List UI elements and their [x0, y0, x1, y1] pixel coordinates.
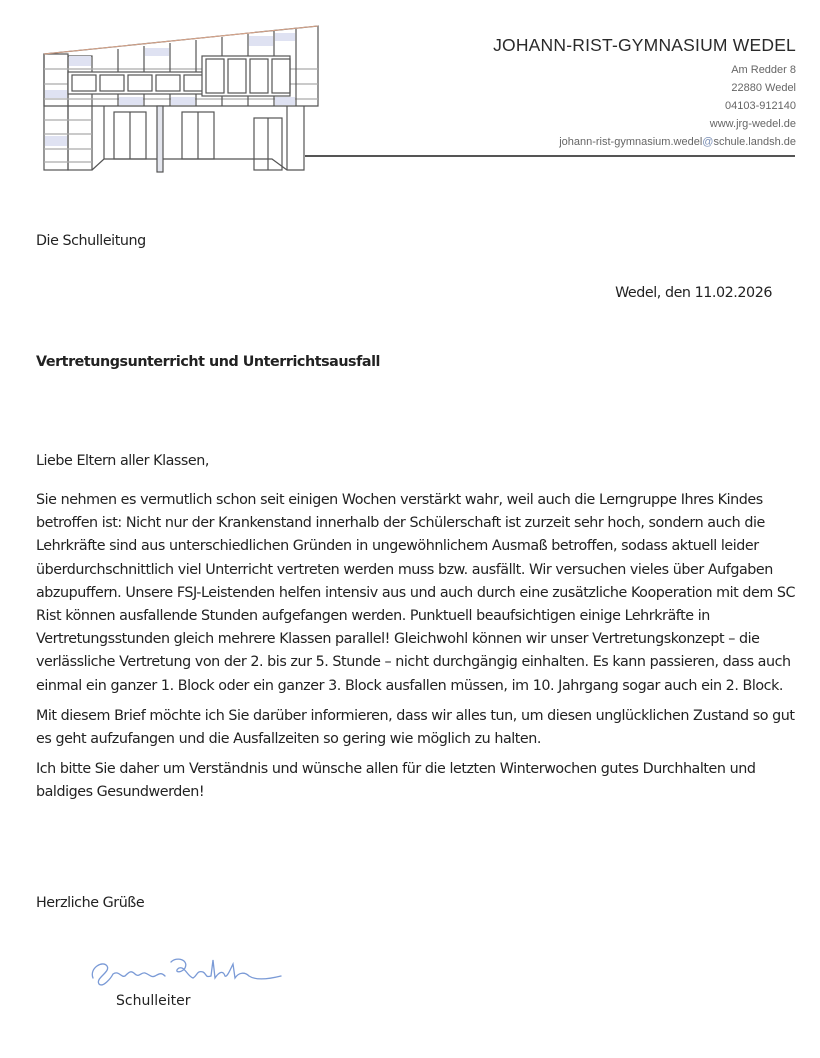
- closing: Herzliche Grüße: [36, 895, 145, 911]
- website-link[interactable]: www.jrg-wedel.de: [709, 118, 796, 130]
- phone: 04103-912140: [725, 100, 796, 112]
- body-paragraph: Sie nehmen es vermutlich schon seit einigen Wochen verstärkt wahr, weil auch die Lerngruppe Ihres Kindes betroffen ist: Nicht nur der Krankenstand innerhalb der Schülerschaft ist zurzeit sehr hoch, sondern auch die Lehrkräfte sind aus unterschiedlichen Gründen in ungewöhnlichem Ausmaß betroffen, sodass aktuell leider überdurchschnittlich viel Unterricht vertreten werden muss bzw. ausfällt. Wir versuchen vieles über Aufgaben abzupuffern. Unsere FSJ-Leistenden helfen intensiv aus und auch durch eine zusätzliche Kooperation mit dem SC Rist können ausfallende Stunden aufgefangen werden. Punktuell beaufsichtigen einige Lehrkräfte in Vertretungsstunden gleich mehrere Klassen parallel! Gleichwohl können wir unser Vertretungskonzept – die verlässliche Vertretung von der 2. bis zur 5. Stunde – nicht durchgängig einhalten. Es kann passieren, dass auch einmal ein ganzer 1. Block oder ein ganzer 3. Block ausfallen müssen, im 10. Jahrgang sogar auch ein 2. Block.: [36, 492, 796, 694]
- letter-date: Wedel, den 11.02.2026: [615, 285, 772, 301]
- salutation: Liebe Eltern aller Klassen,: [36, 453, 209, 469]
- email-domain: schule.landsh.de: [713, 136, 796, 148]
- sender: Die Schulleitung: [36, 233, 146, 249]
- school-name: JOHANN-RIST-GYMNASIUM WEDEL: [493, 35, 796, 55]
- body-paragraph: Ich bitte Sie daher um Verständnis und wünsche allen für die letzten Winterwochen gutes Durchhalten und baldiges Gesundwerden!: [36, 761, 756, 801]
- body-paragraph: Mit diesem Brief möchte ich Sie darüber informieren, dass wir alles tun, um diesen unglücklichen Zustand so gut es geht aufzufangen und die Ausfallzeiten so gering wie möglich zu halten.: [36, 707, 795, 748]
- letterhead-address: [493, 35, 796, 151]
- school-building-icon: [42, 24, 322, 174]
- street: Am Redder 8: [731, 64, 796, 76]
- letterhead-divider: [305, 155, 795, 157]
- email-link[interactable]: [493, 133, 796, 151]
- letter-body: [36, 489, 796, 812]
- email-at: @: [702, 136, 714, 148]
- email-user: johann-rist-gymnasium.wedel: [559, 136, 703, 148]
- signer-role: Schulleiter: [116, 993, 191, 1009]
- handwritten-signature-icon: [85, 948, 285, 993]
- city: 22880 Wedel: [731, 82, 796, 94]
- letter-subject: Vertretungsunterricht und Unterrichtsausfall: [36, 354, 380, 370]
